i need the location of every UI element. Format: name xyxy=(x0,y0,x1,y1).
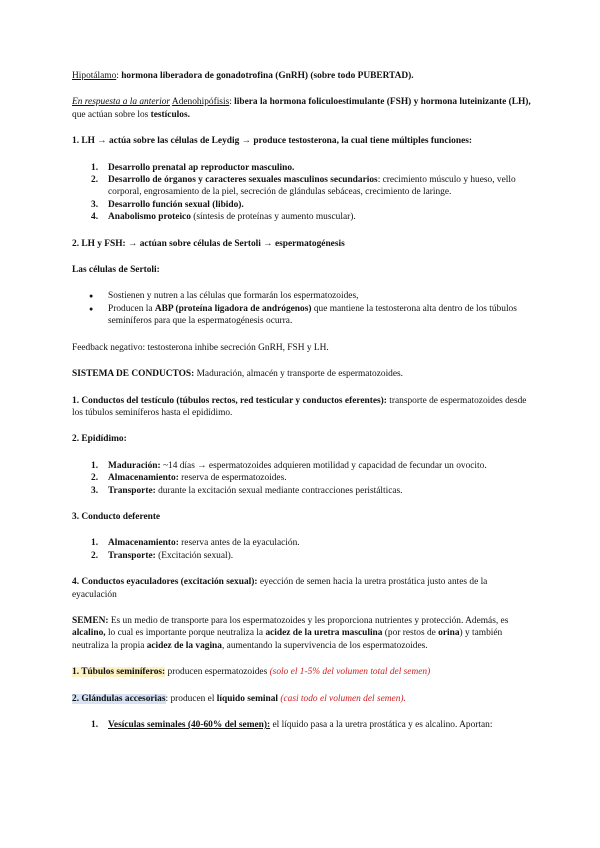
eyaculadores-text: eyección de semen hacia la uretra prostática justo antes de la eyaculación xyxy=(72,577,488,600)
item-text: ~14 días → espermatozoides adquieren motilidad y capacidad de fecundar un ovocito. xyxy=(160,460,487,471)
epididimo-heading: 2. Epidídimo: xyxy=(72,434,127,445)
item-text: reserva antes de la eyaculación. xyxy=(178,538,300,549)
lh-fsh-heading: 2. LH y FSH: → actúan sobre células de Sertoli → espermatogénesis xyxy=(72,238,345,249)
semen-bold: orina xyxy=(438,628,460,639)
item-text: que mantiene la testosterona alta dentro de los túbulos seminíferos para que la espermatogénesis ocurra. xyxy=(108,303,517,327)
item-number: 2. xyxy=(91,550,99,561)
glandulas-note: (casi todo el volumen del semen). xyxy=(280,693,406,704)
lh-functions-list xyxy=(72,162,532,224)
list-item xyxy=(72,719,532,731)
separator: : xyxy=(116,71,122,81)
conductos-title: SISTEMA DE CONDUCTOS: xyxy=(72,369,195,380)
bullet-icon: ● xyxy=(89,304,94,313)
item-text: Sostienen y nutren a las células que formarán los espermatozoides, xyxy=(108,291,359,302)
item-number: 3. xyxy=(91,199,99,210)
item-bold: Vesículas seminales (40-60% del semen): xyxy=(108,720,271,730)
semen-paragraph xyxy=(72,615,532,652)
semen-bold: acidez de la vagina xyxy=(146,640,222,651)
list-item xyxy=(72,303,532,328)
adeno-plain: que actúan sobre los xyxy=(72,109,151,120)
item-number: 4. xyxy=(91,212,99,223)
list-item xyxy=(72,472,532,484)
list-item xyxy=(72,485,532,497)
item-bold: Desarrollo de órganos y caracteres sexuales masculinos secundarios xyxy=(108,175,378,186)
list-item xyxy=(72,199,532,211)
epididimo-list xyxy=(72,460,532,497)
adeno-bold2: testículos. xyxy=(150,109,190,120)
adeno-intro: En respuesta a la anterior xyxy=(72,97,171,108)
item-bold: Almacenamiento: xyxy=(108,473,179,484)
glandulas-text: : producen el xyxy=(165,693,217,704)
list-item xyxy=(72,290,532,302)
item-text: (síntesis de proteínas y aumento muscular). xyxy=(190,212,356,223)
conductos-text: Maduración, almacén y transporte de espermatozoides. xyxy=(194,369,404,380)
sertoli-list xyxy=(72,290,532,327)
item-bold: Transporte: xyxy=(108,485,156,496)
item-bold: Anabolismo proteico xyxy=(108,212,191,223)
deferente-list xyxy=(72,537,532,562)
tubulos-paragraph xyxy=(72,666,532,678)
adeno-label: Adenohipófisis xyxy=(171,97,230,108)
semen-text: (por restos de xyxy=(382,628,439,639)
semen-bold: acidez de la uretra masculina xyxy=(265,628,383,639)
item-number: 1. xyxy=(91,720,99,730)
conducto-testiculo-paragraph xyxy=(72,395,532,420)
document-page xyxy=(72,70,532,731)
glandulas-list xyxy=(72,719,532,731)
tubulos-note: (solo el 1-5% del volumen total del semen) xyxy=(269,667,431,678)
tubulos-text: producen espermatozoides xyxy=(165,667,270,678)
list-item xyxy=(72,460,532,472)
semen-text: ) y también neutraliza la propia xyxy=(72,628,503,651)
hipotalamo-label: Hipotálamo xyxy=(72,71,117,81)
semen-text: Es un medio de transporte para los espermatozoides y les proporciona nutrientes y protección. Además, es xyxy=(108,615,509,626)
item-bold: Transporte: xyxy=(108,550,156,561)
tubulos-label: 1. Túbulos seminíferos: xyxy=(72,667,166,678)
list-item xyxy=(72,162,532,174)
glandulas-paragraph xyxy=(72,693,532,705)
list-item xyxy=(72,550,532,562)
semen-label: SEMEN: xyxy=(72,615,109,626)
item-bold: ABP (proteína ligadora de andrógenos) xyxy=(154,303,312,314)
item-bold: Desarrollo prenatal ap reproductor masculino. xyxy=(108,162,295,173)
deferente-heading: 3. Conducto deferente xyxy=(72,511,161,522)
item-bold: Almacenamiento: xyxy=(108,538,179,549)
glandulas-bold: líquido seminal xyxy=(216,693,279,704)
item-bold: Desarrollo función sexual (libido). xyxy=(108,199,244,210)
item-text: : crecimiento músculo y hueso, vello corporal, engrosamiento de la piel, secreción de glándulas sebáceas, crecimiento de laringe. xyxy=(108,175,516,198)
item-number: 3. xyxy=(91,485,99,496)
item-text: Producen la xyxy=(108,303,155,314)
item-number: 2. xyxy=(91,175,99,186)
eyaculadores-label: 4. Conductos eyaculadores (excitación sexual): xyxy=(72,577,258,588)
list-item xyxy=(72,537,532,549)
semen-text: lo cual es importante porque neutraliza la xyxy=(105,628,266,639)
item-number: 1. xyxy=(91,460,99,471)
list-item xyxy=(72,211,532,223)
semen-text: , aumentando la supervivencia de los espermatozoides. xyxy=(221,640,428,651)
item-bold: Maduración: xyxy=(108,460,161,471)
conducto1-text: transporte de espermatozoides desde los túbulos seminíferos hasta el epidídimo. xyxy=(72,395,527,418)
hipotalamo-text: hormona liberadora de gonadotrofina (GnRH) (sobre todo PUBERTAD). xyxy=(121,71,414,81)
lh-heading: 1. LH → actúa sobre las células de Leydig → produce testosterona, la cual tiene múltiples funciones: xyxy=(72,136,472,147)
feedback-paragraph: Feedback negativo: testosterona inhibe secreción GnRH, FSH y LH. xyxy=(72,342,329,353)
list-item xyxy=(72,174,532,199)
adenohipofisis-paragraph xyxy=(72,96,532,121)
item-text: el líquido pasa a la uretra prostática y es alcalino. Aportan: xyxy=(270,720,493,730)
item-text: durante la excitación sexual mediante contracciones peristálticas. xyxy=(155,485,403,496)
separator: : xyxy=(229,97,235,108)
sertoli-heading: Las células de Sertoli: xyxy=(72,265,160,276)
item-text: (Excitación sexual). xyxy=(155,550,234,561)
item-number: 1. xyxy=(91,162,99,173)
bullet-icon: ● xyxy=(89,292,94,301)
adeno-bold1: libera la hormona foliculoestimulante (FSH) y hormona luteinizante (LH), xyxy=(234,97,531,108)
item-text: reserva de espermatozoides. xyxy=(178,473,287,484)
conductos-paragraph xyxy=(72,368,532,380)
eyaculadores-paragraph xyxy=(72,576,532,601)
item-number: 2. xyxy=(91,473,99,484)
conducto1-label: 1. Conductos del testículo (túbulos rectos, red testicular y conductos eferentes): xyxy=(72,395,387,406)
item-number: 1. xyxy=(91,538,99,549)
glandulas-label: 2. Glándulas accesorias xyxy=(72,693,166,704)
semen-bold: alcalino, xyxy=(72,628,106,639)
hipotalamo-paragraph xyxy=(72,70,532,82)
